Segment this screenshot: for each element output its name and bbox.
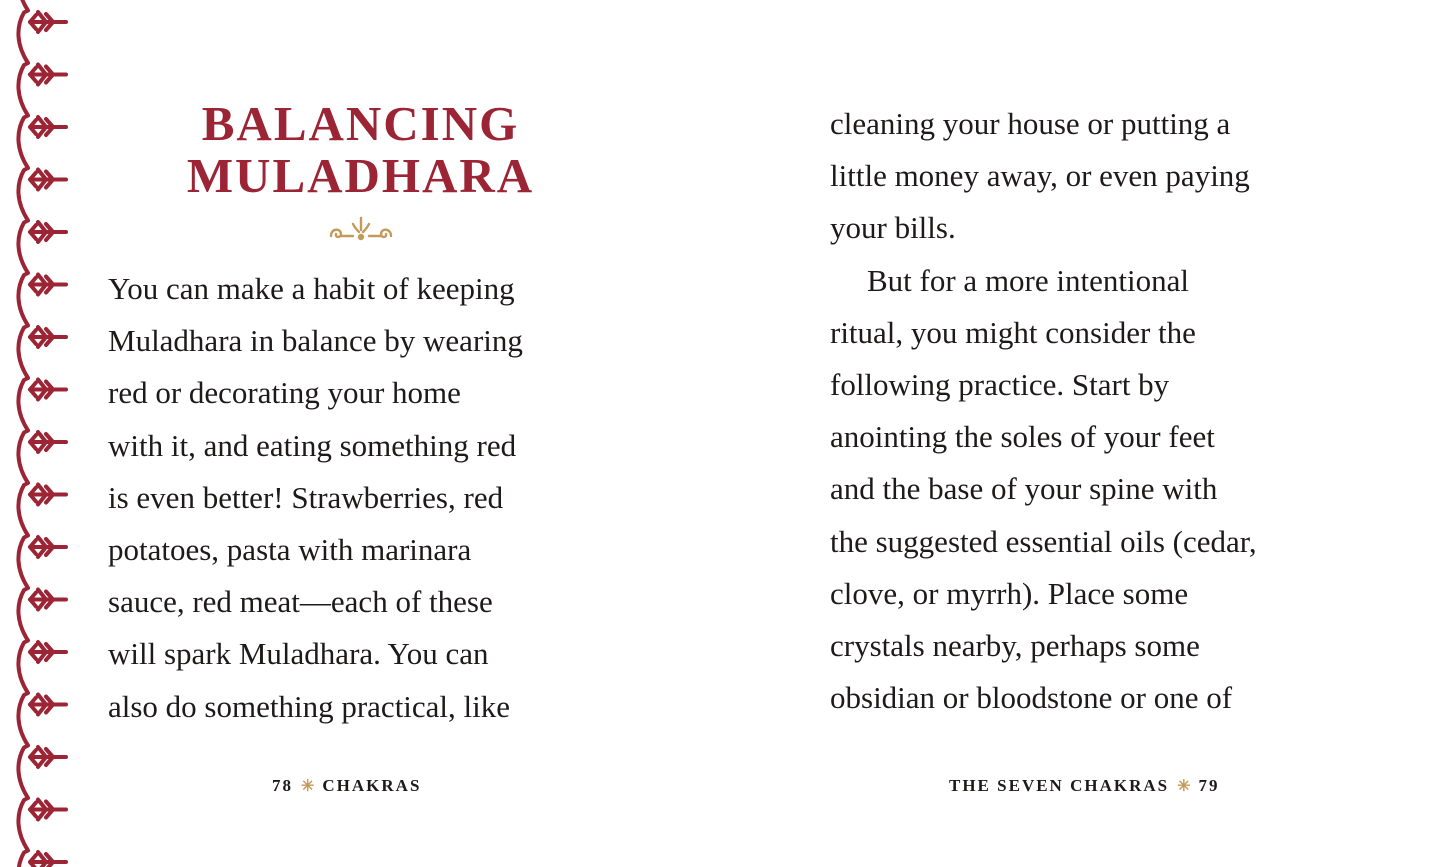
text-line: potatoes, pasta with marinara <box>108 532 472 568</box>
text-line: with it, and eating something red <box>108 427 517 463</box>
text-line: is even better! Strawberries, red <box>108 479 504 515</box>
text-line: following practice. Start by <box>830 367 1170 403</box>
star-separator-icon: ✳ <box>1177 778 1191 795</box>
vine-leaf <box>30 65 66 85</box>
vine-leaf <box>30 800 66 820</box>
text-line: obsidian or bloodstone or one of <box>830 680 1233 716</box>
text-line: cleaning your house or putting a <box>830 106 1231 141</box>
text-line: anointing the soles of your feet <box>830 419 1215 455</box>
text-line: Muladhara in balance by wearing <box>108 323 523 359</box>
text-line: crystals nearby, perhaps some <box>830 628 1200 664</box>
text-line: You can make a habit of keeping <box>108 271 515 306</box>
vine-leaf <box>30 537 66 557</box>
vine-leaf <box>30 380 66 400</box>
page-number: 79 <box>1198 776 1220 795</box>
vine-border-icon <box>0 0 80 867</box>
text-line: clove, or myrrh). Place some <box>830 575 1189 611</box>
vine-leaf <box>30 117 66 137</box>
left-paragraph <box>108 263 628 733</box>
vine-leaf <box>30 222 66 242</box>
text-line: and the base of your spine with <box>830 471 1218 507</box>
page-title <box>108 98 613 202</box>
vine-leaf <box>30 590 66 610</box>
vine-leaf <box>30 852 66 867</box>
vine-leaf <box>30 275 66 295</box>
text-line: ritual, you might consider the <box>830 314 1196 350</box>
text-line: the suggested essential oils (cedar, <box>830 523 1257 559</box>
text-line: also do something practical, like <box>108 688 511 724</box>
running-head: THE SEVEN CHAKRAS <box>949 776 1170 795</box>
vine-leaf <box>30 432 66 452</box>
vine-leaf <box>30 327 66 347</box>
running-head: CHAKRAS <box>322 776 422 795</box>
text-line: little money away, or even paying <box>830 158 1250 194</box>
fleuron-ornament-icon <box>327 214 395 246</box>
vine-leaf <box>30 642 66 662</box>
title-line-1: BALANCING <box>201 96 520 151</box>
left-page-footer <box>272 776 421 796</box>
star-separator-icon: ✳ <box>301 778 315 795</box>
vine-leaf <box>30 170 66 190</box>
right-page-footer <box>949 776 1220 796</box>
vine-leaf <box>30 747 66 767</box>
title-line-2: MULADHARA <box>186 148 535 203</box>
text-line: sauce, red meat—each of these <box>108 584 493 620</box>
vine-stem <box>18 0 28 867</box>
text-line: your bills. <box>830 210 956 246</box>
page-number: 78 <box>272 776 293 795</box>
text-line: will spark Muladhara. You can <box>108 636 489 672</box>
left-page <box>108 0 628 867</box>
text-line: red or decorating your home <box>108 375 461 411</box>
vine-leaf <box>30 695 66 715</box>
text-line: But for a more intentional <box>867 262 1189 298</box>
right-page <box>830 0 1370 867</box>
vine-leaf <box>30 12 66 32</box>
right-text-block <box>830 98 1370 724</box>
vine-leaf <box>30 485 66 505</box>
